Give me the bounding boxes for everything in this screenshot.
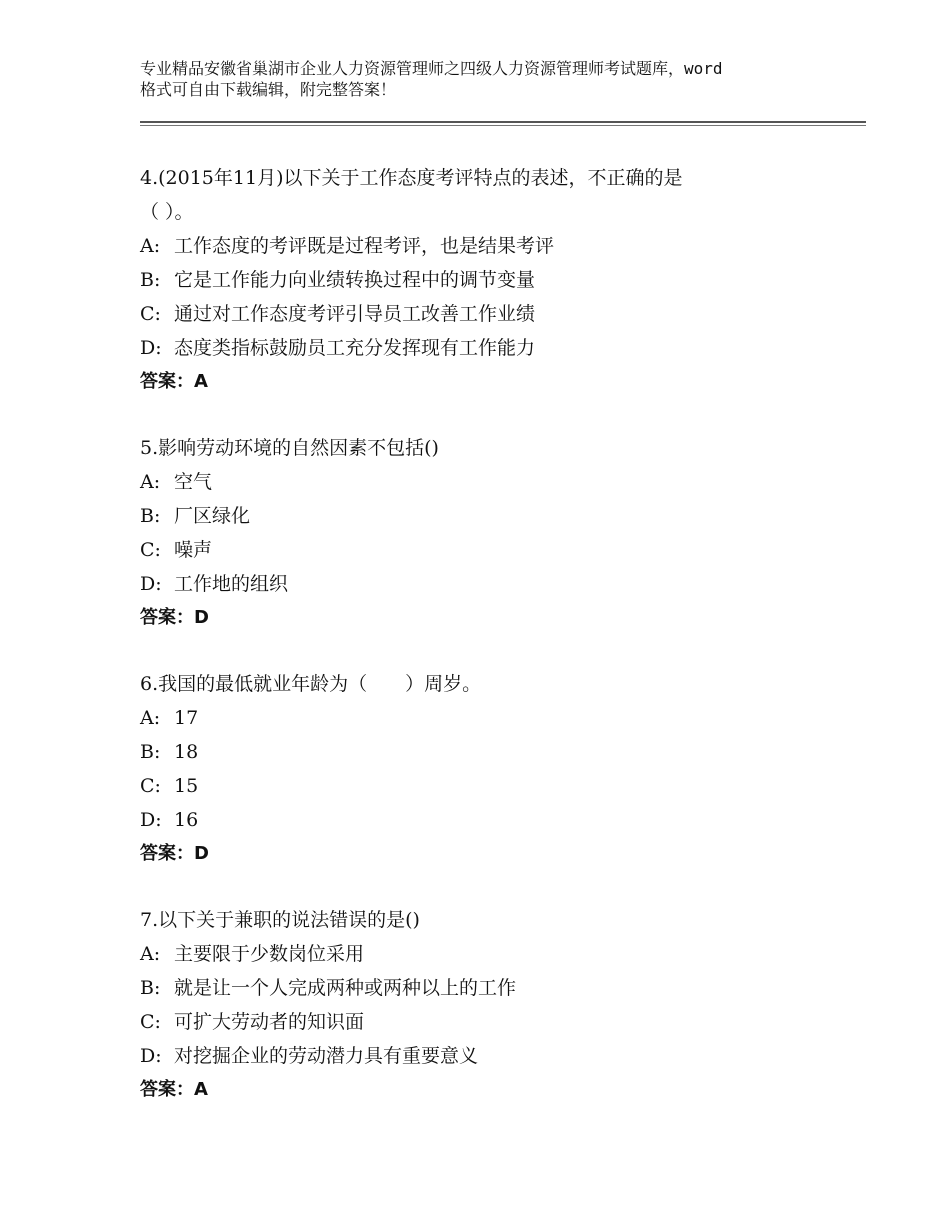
- option-key: A:: [140, 707, 161, 729]
- option-key: B:: [140, 505, 161, 527]
- question-4: [140, 161, 840, 399]
- option-key: C:: [140, 539, 161, 561]
- option-a: [140, 701, 840, 735]
- header-divider-thin: [140, 125, 866, 126]
- option-text: 噪声: [174, 539, 213, 561]
- option-d: [140, 1039, 840, 1073]
- option-c: [140, 1005, 840, 1039]
- option-text: 可扩大劳动者的知识面: [174, 1011, 365, 1033]
- question-stem: （ ）。: [140, 201, 194, 223]
- option-text: 工作地的组织: [174, 573, 289, 595]
- question-list: [140, 161, 840, 1139]
- option-key: D:: [140, 809, 162, 831]
- option-text: 态度类指标鼓励员工充分发挥现有工作能力: [174, 337, 536, 359]
- header-title-line-1: 专业精品安徽省巢湖市企业人力资源管理师之四级人力资源管理师考试题库，word: [140, 59, 723, 78]
- option-key: C:: [140, 775, 161, 797]
- option-text: 对挖掘企业的劳动潜力具有重要意义: [174, 1045, 479, 1067]
- option-key: A:: [140, 943, 161, 965]
- option-a: [140, 229, 840, 263]
- option-text: 它是工作能力向业绩转换过程中的调节变量: [174, 269, 536, 291]
- option-text: 工作态度的考评既是过程考评，也是结果考评: [174, 235, 555, 257]
- option-key: B:: [140, 741, 161, 763]
- option-text: 16: [174, 809, 199, 831]
- option-d: [140, 331, 840, 365]
- option-text: 通过对工作态度考评引导员工改善工作业绩: [174, 303, 536, 325]
- question-stem: 4.(2015年11月)以下关于工作态度考评特点的表述，不正确的是: [140, 167, 683, 189]
- option-c: [140, 533, 840, 567]
- option-text: 主要限于少数岗位采用: [174, 943, 365, 965]
- option-key: A:: [140, 471, 161, 493]
- question-stem: 7.以下关于兼职的说法错误的是(): [140, 909, 420, 931]
- option-a: [140, 465, 840, 499]
- option-key: D:: [140, 573, 162, 595]
- question-5: [140, 431, 840, 635]
- question-stem: 6.我国的最低就业年龄为（ ）周岁。: [140, 673, 482, 695]
- option-d: [140, 567, 840, 601]
- option-text: 就是让一个人完成两种或两种以上的工作: [174, 977, 517, 999]
- question-7: [140, 903, 840, 1107]
- option-b: [140, 499, 840, 533]
- option-text: 15: [174, 775, 199, 797]
- option-key: C:: [140, 303, 161, 325]
- option-c: [140, 297, 840, 331]
- option-key: A:: [140, 235, 161, 257]
- option-text: 厂区绿化: [174, 505, 251, 527]
- option-b: [140, 971, 840, 1005]
- option-b: [140, 735, 840, 769]
- option-text: 空气: [174, 471, 213, 493]
- option-key: D:: [140, 1045, 162, 1067]
- option-b: [140, 263, 840, 297]
- option-a: [140, 937, 840, 971]
- answer-line: 答案：A: [140, 371, 208, 392]
- option-c: [140, 769, 840, 803]
- answer-line: 答案：A: [140, 1079, 208, 1100]
- question-stem: 5.影响劳动环境的自然因素不包括(): [140, 437, 439, 459]
- option-text: 17: [174, 707, 199, 729]
- header-title-line-2: 格式可自由下载编辑，附完整答案！: [140, 80, 397, 99]
- header-divider-thick: [140, 121, 866, 123]
- option-text: 18: [174, 741, 199, 763]
- question-6: [140, 667, 840, 871]
- answer-line: 答案：D: [140, 607, 209, 628]
- option-key: C:: [140, 1011, 161, 1033]
- option-key: D:: [140, 337, 162, 359]
- answer-line: 答案：D: [140, 843, 209, 864]
- document-header: [140, 58, 830, 100]
- option-d: [140, 803, 840, 837]
- option-key: B:: [140, 977, 161, 999]
- option-key: B:: [140, 269, 161, 291]
